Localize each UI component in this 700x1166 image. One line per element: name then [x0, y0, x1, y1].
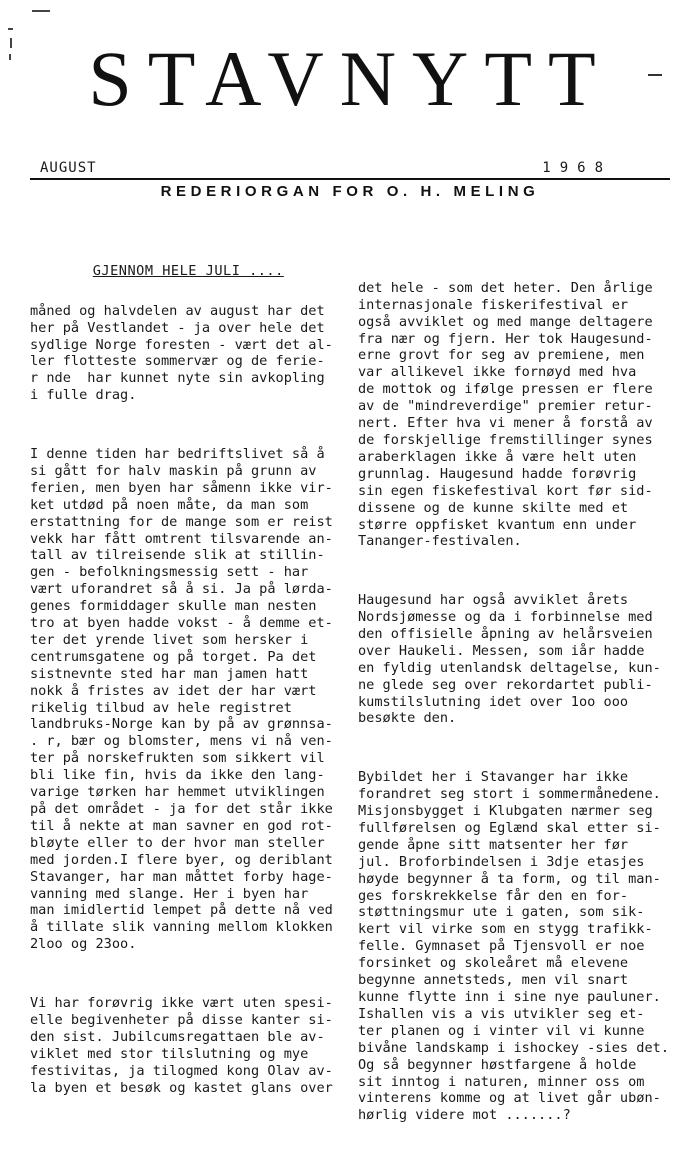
right-column — [358, 246, 678, 1166]
issue-year: 1968 — [542, 160, 612, 176]
issue-info — [30, 160, 670, 178]
paragraph: Bybildet her i Stavanger har ikke forandret seg stort i sommermånedene. Misjonsbygget i Klubgaten nærmer seg fullførelsen og Eglænd skal etter si- gende åpne sitt matsenter her før jul. Broforbindelsen i 3dje etasjes høyde begynner å ta form, og til man- ges forskrekkelse får den en for- støttningsmur ute i gaten, som sik- kert vil virke som en stygg trafikk- felle. Gymnaset på Tjensvoll er noe forsinket og skoleåret må elevene begynne annetsteds, men vil snart kunne flytte inn i sine nye pauluner. Ishallen vis a vis utvikler seg et- ter planen og i vinter vil vi kunne bivåne landskamp i ishockey -sies det. Og så begynner høstfargene å holde sit inntog i naturen, minner oss om vinterens komme og at livet går ubøn- hørlig videre mot .......? — [358, 769, 669, 1124]
paragraph: Vi har forøvrig ikke vært uten spesi- elle begivenheter på disse kanter si- den sist. Jubilcumsregattaen ble av- viklet med stor tilslutning og mye festivitas, ja tilogmed kong Olav av- la byen et besøk og kastet glans over — [30, 994, 333, 1096]
paragraph: I denne tiden har bedriftslivet så å si gått for halv maskin på grunn av ferien, men byen har såmenn ikke vir- ket utdød på noen måte, da man som erstattning for de mange som er reist vekk har fått omtrent tilsvarende an- tall av tilreisende slik at stillin- gen - befolkningsmessig sett - har vært uforandret så å si. Ja på lørda- genes formiddager skulle man nesten tro at byen hadde vokst - å demme et- ter det yrende livet som hersker i centrumsgatene og på torget. Pa det sistnevnte sted har man jamen hatt nokk å fristes av idet der har vært rikelig tilbud av hele registret landbruks-Norge kan by på av grønnsa- . r, bær og blomster, mens vi nå ven- ter på norskefrukten som sikkert vil bli like fin, hvis da ikke den lang- varige tørken har hemmet utviklingen på det området - ja for det står ikke til å nekte at man savner en god rot- bløyte eller to der hvor man steller med jorden.I flere byer, og deriblant Stavanger, har man måttet forby hage- vanning med slange. Her i byen har man imidlertid lempet på dette nå ved å tillate slik vanning mellom klokken 2loo og 23oo. — [30, 445, 333, 953]
paragraph: det hele - som det heter. Den årlige internasjonale fiskerifestival er også avviklet og med mange deltagere fra nær og fjern. Her tok Haugesund- erne grovt for seg av premiene, men var allikevel ikke fornøyd med hva de mottok og ifølge pressen er flere av de "mindreverdige" premier retur- nert. Efter hva vi mener å forstå av de forskjellige fremstillinger synes araberklagen ikke å være helt uten grunnlag. Haugesund hadde forøvrig sin egen fiskefestival kort før sid- dissene og de kunne skilte med et større oppfisket kvantum enn under Tananger-festivalen. — [358, 279, 653, 550]
paragraph: måned og halvdelen av august har det her på Vestlandet - ja over hele det sydlige Norge foresten - vært det al- ler flotteste sommervær og de ferie- r nde har kunnet nyte sin avkopling i fulle drag. — [30, 302, 333, 404]
article-heading: GJENNOM HELE JULI .... — [92, 262, 284, 279]
header-rule — [30, 178, 670, 180]
issue-month: AUGUST — [40, 160, 97, 176]
masthead-subtitle: REDERIORGAN FOR O. H. MELING — [160, 183, 540, 200]
left-column — [30, 246, 342, 1138]
masthead-title: STAVNYTT — [88, 35, 612, 122]
masthead-dash — [648, 74, 662, 76]
paragraph: Haugesund har også avviklet årets Nordsjømesse og da i forbinnelse med den offisielle åpning av helårsveien over Haukeli. Messen, som iår hadde en fyldig utenlandsk deltagelse, kun- ne glede seg over rekordartet publi- kumstilslutning idet over 1oo ooo besøkte den. — [358, 592, 661, 727]
